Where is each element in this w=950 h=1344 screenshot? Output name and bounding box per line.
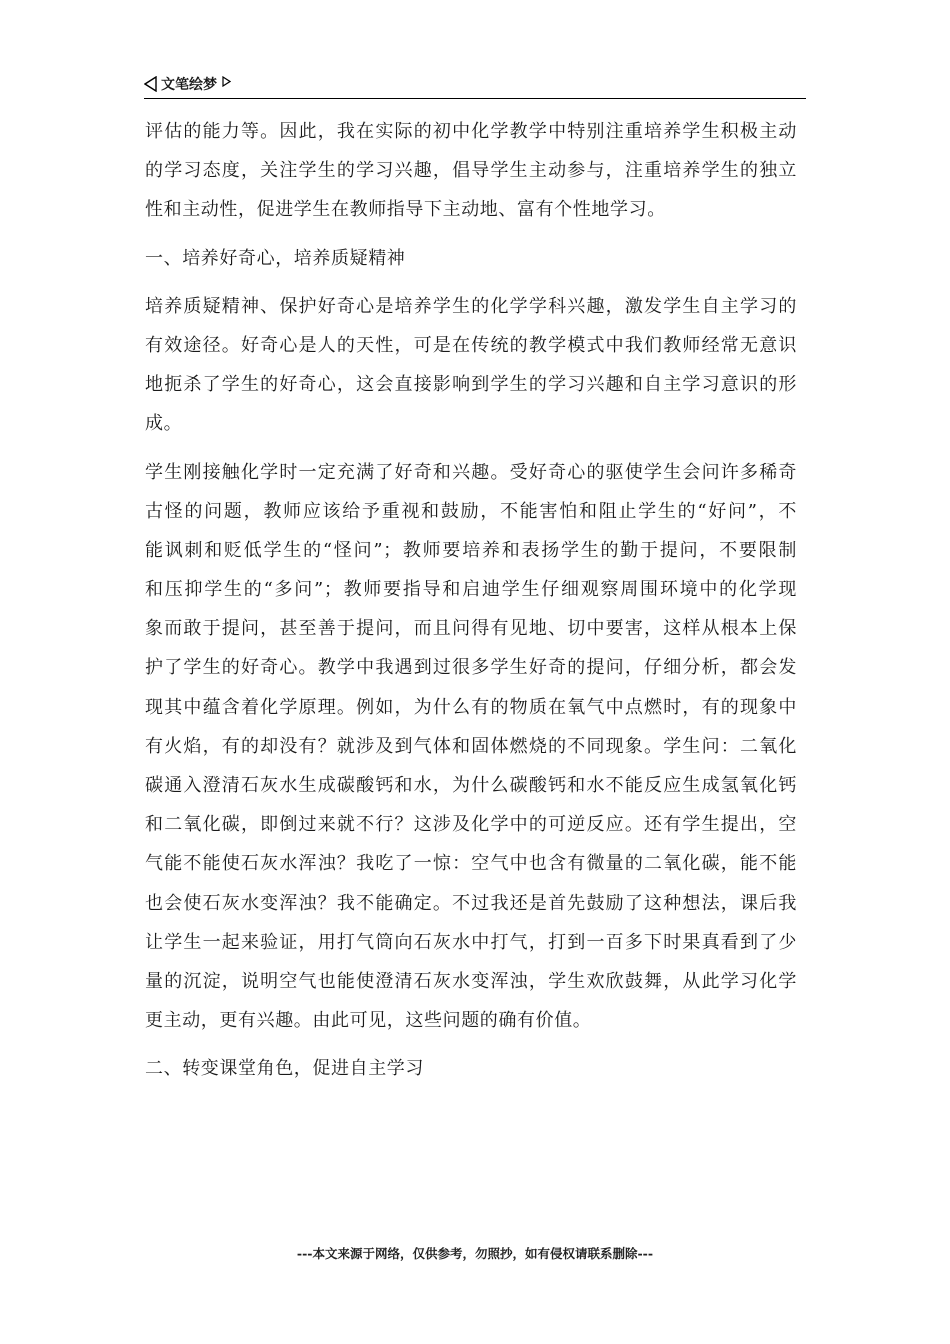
section-heading: 二、转变课堂角色，促进自主学习 <box>145 1058 424 1080</box>
text-line: 评估的能力等。因此，我在实际的初中化学教学中特别注重培养学生积极主动 <box>145 121 797 142</box>
text-line: 有效途径。好奇心是人的天性，可是在传统的教学模式中我们教师经常无意识 <box>145 334 797 356</box>
text-line: 量的沉淀，说明空气也能使澄清石灰水变浑浊，学生欢欣鼓舞，从此学习化学 <box>145 970 797 992</box>
text-line: 护了学生的好奇心。教学中我遇到过很多学生好奇的提问，仔细分析，都会发 <box>145 657 797 679</box>
text-line: 碳通入澄清石灰水生成碳酸钙和水，为什么碳酸钙和水不能反应生成氢氧化钙 <box>145 775 797 796</box>
text-line: 学生刚接触化学时一定充满了好奇和兴趣。受好奇心的驱使学生会问许多稀奇 <box>145 461 797 483</box>
right-triangle-icon <box>222 82 231 87</box>
text-line: 的学习态度，关注学生的学习兴趣，倡导学生主动参与，注重培养学生的独立 <box>145 160 797 182</box>
paragraph <box>145 112 797 230</box>
text-line: 培养质疑精神、保护好奇心是培养学生的化学学科兴趣，激发学生自主学习的 <box>145 295 797 317</box>
text-line: 也会使石灰水变浑浊？我不能确定。不过我还是首先鼓励了这种想法，课后我 <box>145 892 797 914</box>
brand <box>144 74 231 94</box>
text-line: 让学生一起来验证，用打气筒向石灰水中打气，打到一百多下时果真看到了少 <box>145 931 797 953</box>
left-triangle-icon <box>144 76 157 92</box>
text-line: 有火焰，有的却没有？就涉及到气体和固体燃烧的不同现象。学生问：二氧化 <box>145 735 797 757</box>
document-body <box>145 112 797 1089</box>
paragraph <box>145 1049 797 1088</box>
page-header <box>144 72 806 99</box>
text-line: 性和主动性，促进学生在教师指导下主动地、富有个性地学习。 <box>145 199 666 221</box>
text-line: 象而敢于提问，甚至善于提问，而且问得有见地、切中要害，这样从根本上保 <box>145 618 797 640</box>
text-line: 地扼杀了学生的好奇心，这会直接影响到学生的学习兴趣和自主学习意识的形 <box>145 374 797 396</box>
text-line: 气能不能使石灰水浑浊？我吃了一惊：空气中也含有微量的二氧化碳，能不能 <box>145 853 797 875</box>
text-line: 古怪的问题，教师应该给予重视和鼓励，不能害怕和阻止学生的“好问”，不 <box>145 500 797 522</box>
text-line: 和二氧化碳，即倒过来就不行？这涉及化学中的可逆反应。还有学生提出，空 <box>145 814 797 836</box>
brand-name: 文笔绘梦 <box>161 77 217 93</box>
paragraph <box>145 287 797 444</box>
paragraph <box>145 239 797 278</box>
paragraph <box>145 453 797 1041</box>
text-line: 更主动，更有兴趣。由此可见，这些问题的确有价值。 <box>145 1010 592 1032</box>
text-line: 和压抑学生的“多问”；教师要指导和启迪学生仔细观察周围环境中的化学现 <box>145 579 797 601</box>
text-line: 现其中蕴含着化学原理。例如，为什么有的物质在氧气中点燃时，有的现象中 <box>145 696 797 718</box>
text-line: 能讽刺和贬低学生的“怪问”；教师要培养和表扬学生的勤于提问，不要限制 <box>145 539 797 561</box>
section-heading: 一、培养好奇心，培养质疑精神 <box>145 247 406 269</box>
text-line: 成。 <box>145 413 183 435</box>
footer-disclaimer: ---本文来源于网络，仅供参考，勿照抄，如有侵权请联系删除--- <box>296 1246 654 1261</box>
